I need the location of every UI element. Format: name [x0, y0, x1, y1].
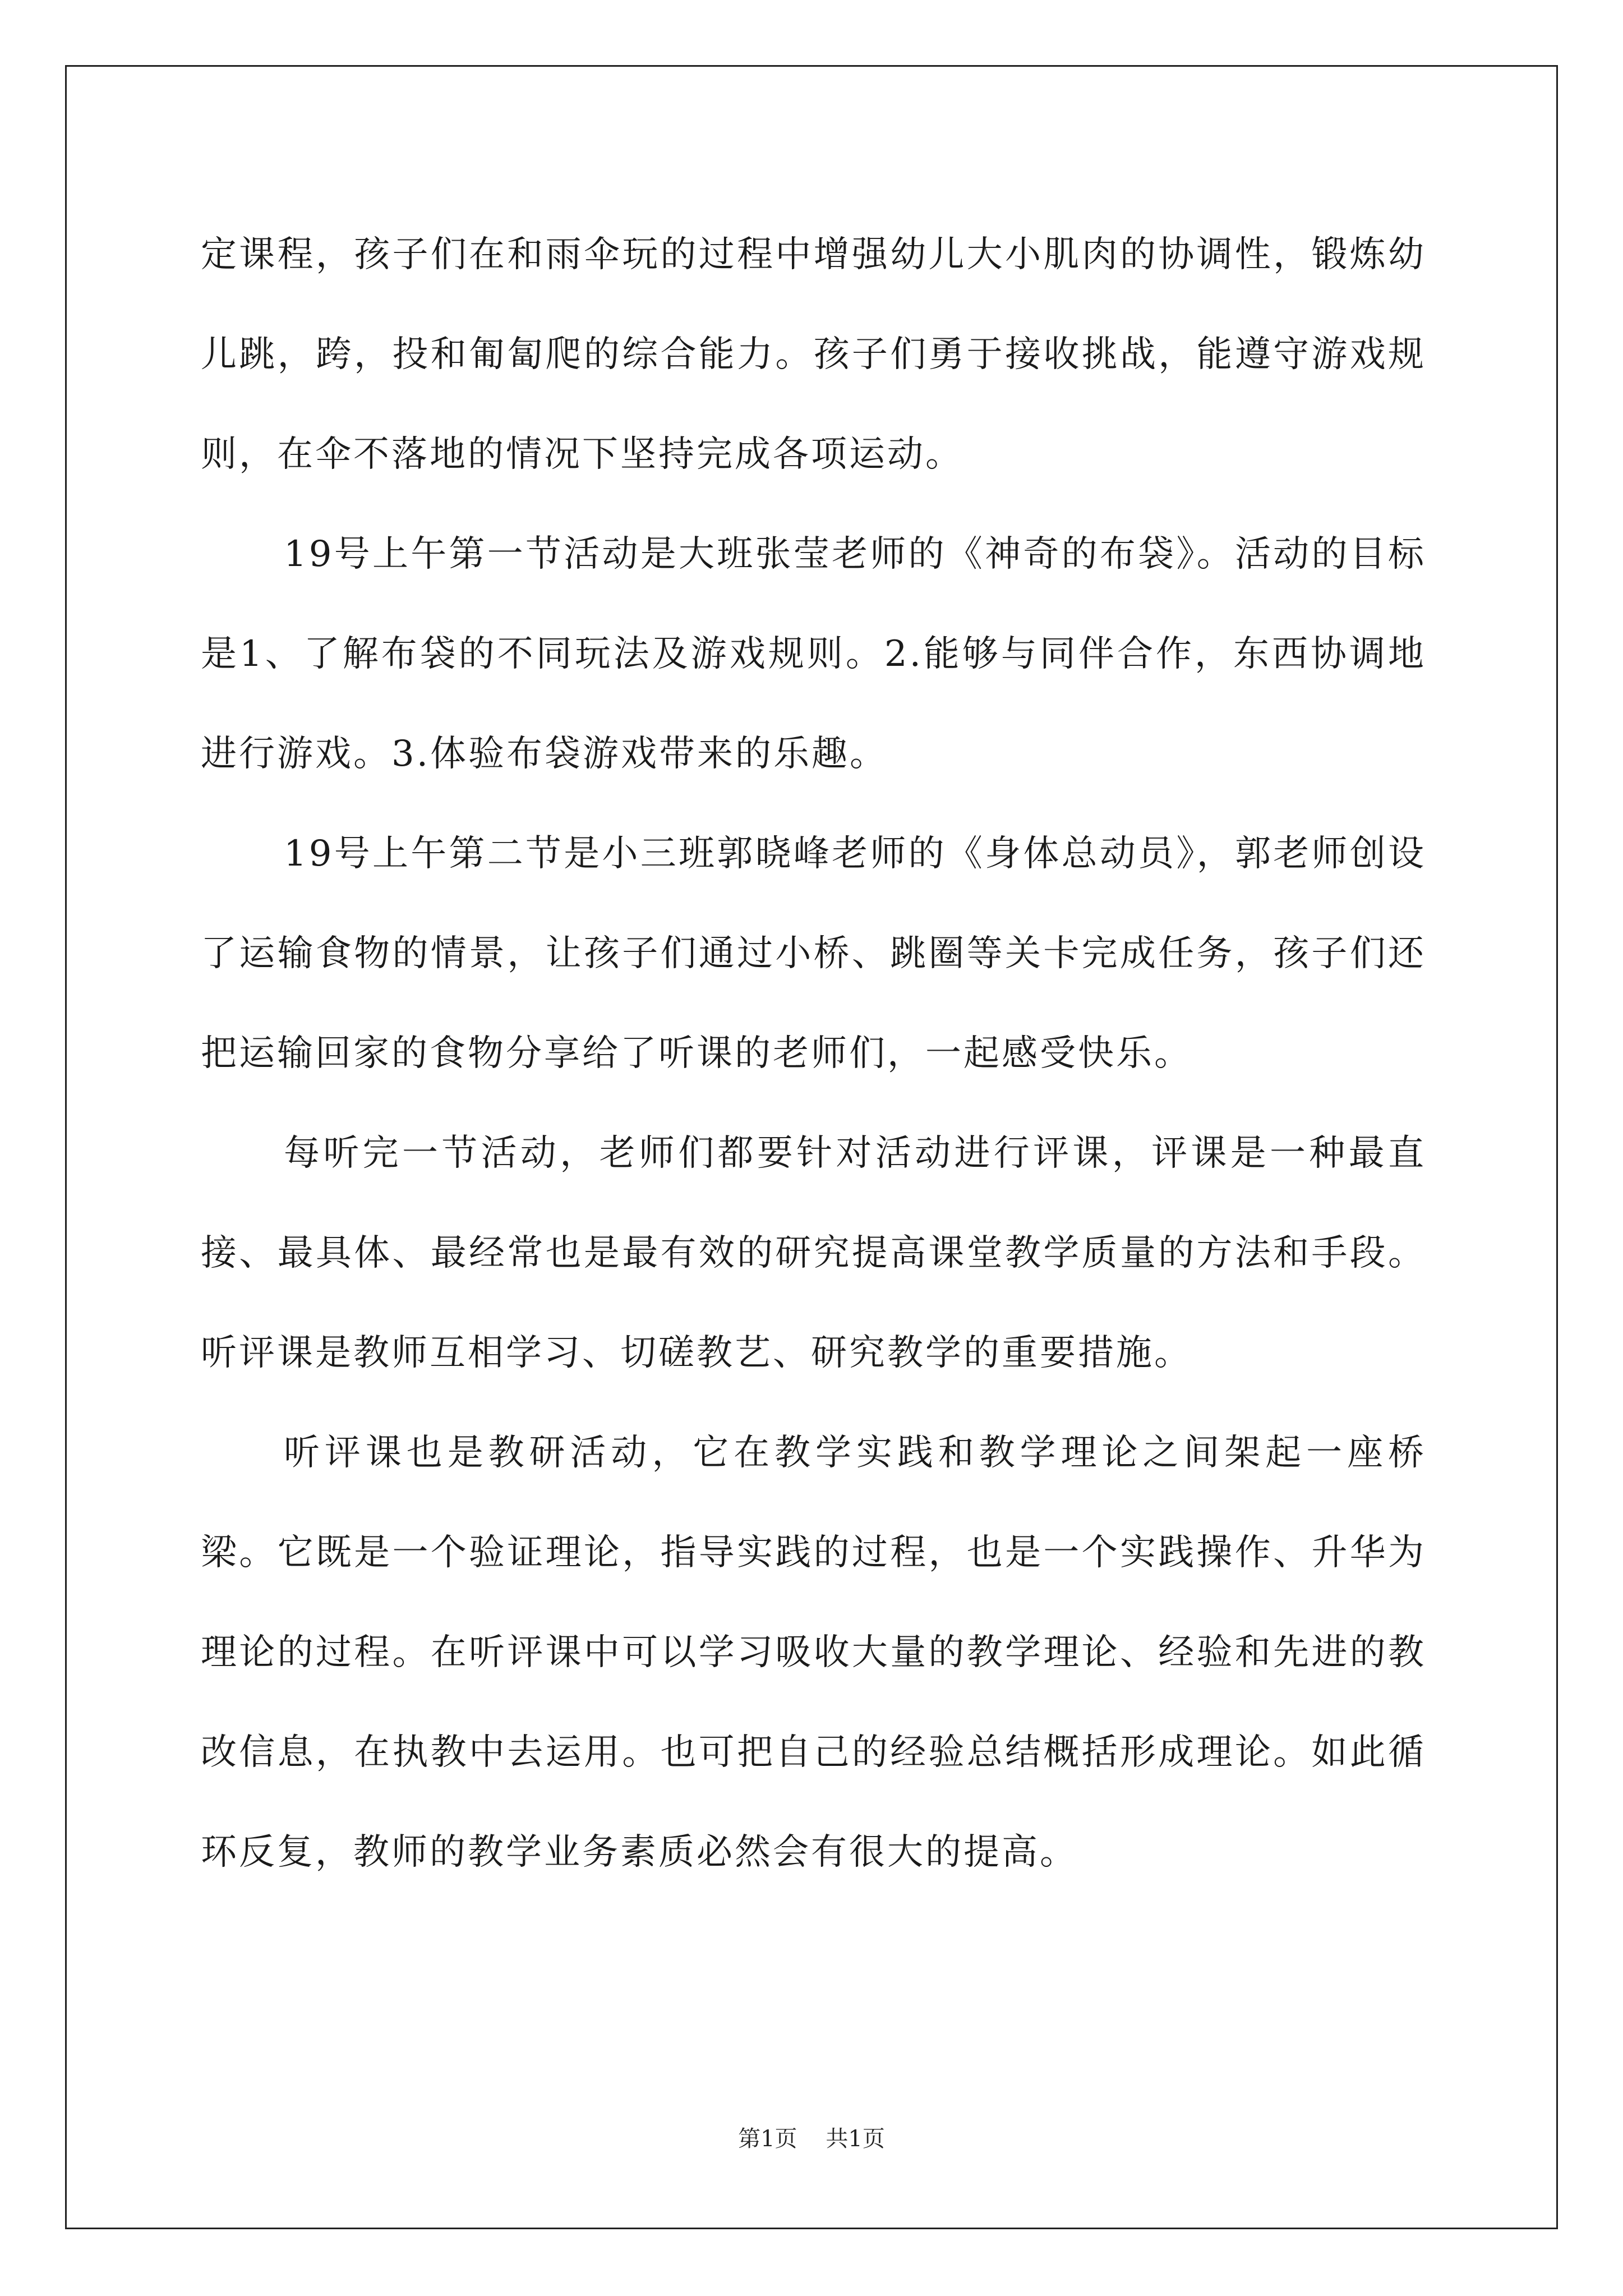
paragraph-5: 听评课也是教研活动，它在教学实践和教学理论之间架起一座桥梁。它既是一个验证理论，指导实践的过程，也是一个实践操作、升华为理论的过程。在听评课中可以学习吸收大量的教学理论、经验和先进的教改信息，在执教中去运用。也可把自己的经验总结概括形成理论。如此循环反复，教师的教学业务素质必然会有很大的提高。	[201, 1432, 1426, 1873]
page-total: 共1页	[826, 2126, 885, 2152]
paragraph-4: 每听完一节活动，老师们都要针对活动进行评课，评课是一种最直接、最具体、最经常也是最有效的研究提高课堂教学质量的方法和手段。听评课是教师互相学习、切磋教艺、研究教学的重要措施。	[201, 1133, 1426, 1374]
paragraph-1: 定课程，孩子们在和雨伞玩的过程中增强幼儿大小肌肉的协调性，锻炼幼儿跳，跨，投和匍匐爬的综合能力。孩子们勇于接收挑战，能遵守游戏规则，在伞不落地的情况下坚持完成各项运动。	[201, 234, 1426, 475]
page-number: 第1页	[738, 2126, 797, 2152]
paragraph-2: 19号上午第一节活动是大班张莹老师的《神奇的布袋》。活动的目标是1、了解布袋的不同玩法及游戏规则。2.能够与同伴合作，东西协调地进行游戏。3.体验布袋游戏带来的乐趣。	[201, 533, 1426, 775]
paragraph-3: 19号上午第二节是小三班郭晓峰老师的《身体总动员》，郭老师创设了运输食物的情景，让孩子们通过小桥、跳圈等关卡完成任务，孩子们还把运输回家的食物分享给了听课的老师们，一起感受快乐。	[201, 833, 1426, 1074]
page-footer	[0, 2121, 1623, 2153]
document-body	[201, 205, 1426, 1902]
